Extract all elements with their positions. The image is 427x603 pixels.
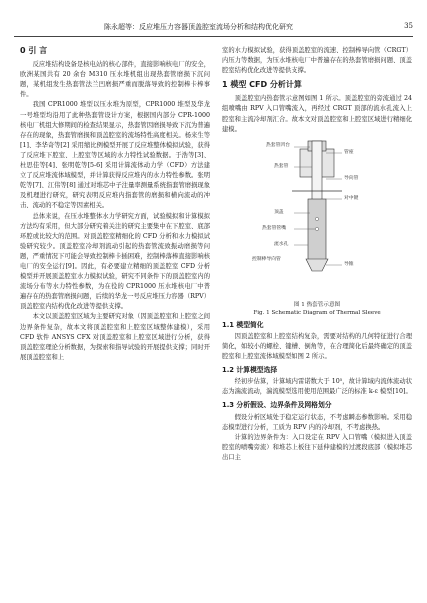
figure-caption-zh: 图 1 热套管示意图 bbox=[293, 301, 341, 308]
label-hot-sleeve-upper: 热套管凹台 bbox=[266, 142, 290, 148]
left-column bbox=[20, 46, 210, 363]
page-header bbox=[14, 22, 413, 36]
header-rule bbox=[14, 36, 413, 37]
label-guide-funnel: 导锥 bbox=[344, 261, 354, 267]
paragraph: 我国 CPR1000 堆型以压水堆为原型，CPR1000 堆型及华龙一号堆型均沿用了此种热套管设计方案，根据国内部分 CPR-1000 核电厂机组大修期间的检查结果显示，热套管因磨损导致下沉为普遍存在的现象，热套管磨损和顶盖腔室的流场特性高度相关。杨来生等[1]、李华奇等[2] 采用缩比例模型开展了反应堆整体模拟试验，获得了反应堆下腔室、上腔室等区域的水力特性试验数据。于浩等[3]、杜思佳等[4]、张明乾等[5-6] 采用计算流体动力学（CFD）方法建立了反应堆流体域模型，并计算获得反应堆内的水力特性参数。张明乾等[7]、江伟等[8] 通过对堆芯中子注量率测量系统指套管磨损现象及机理进行研究，研究表明反应堆内指套管的磨损和横向流动的冲击、流动的不稳定等因素相关。 bbox=[20, 101, 210, 210]
paragraph: 本文以顶盖腔室区域为主要研究对象（因顶盖腔室和上腔室之间边界条件复杂，故本文将顶盖腔室和上腔室区域整体建模），采用 CFD 软件 ANSYS CFX 对顶盖腔室和上腔室区域进行分析，获得顶盖腔室理论分析数据，为探索和指导试验的开展提供支撑；同时开展顶盖腔室和上 bbox=[20, 313, 210, 361]
label-pipe-seat: 管座 bbox=[344, 149, 354, 155]
label-sleeve-nose: 热套管管嘴 bbox=[262, 225, 286, 231]
paragraph: 经初步估算，计算域内雷诺数大于 10⁵，故计算域内流体流动状态为湍流流动，湍流模型选用使用范围最广泛的标准 k-ε 模型[10]。 bbox=[222, 378, 412, 396]
page-number: 35 bbox=[404, 22, 413, 30]
subsection-heading: 1.1 模型简化 bbox=[222, 320, 264, 329]
paragraph: 顶盖腔室内热套管示意图如图 1 所示。顶盖腔室的旁流通过 24 组喷嘴由 RPV 入口管嘴流入，再经过 CRGT 顶部的流水孔流入上腔室和主流冷却剂汇合。故本文对顶盖腔室和上腔室区域进行精细化建模。 bbox=[222, 95, 412, 133]
label-sleeve: 热套管 bbox=[274, 163, 289, 169]
label-centering-pin: 对中键 bbox=[344, 195, 359, 201]
figure-thermal-sleeve bbox=[222, 139, 412, 299]
subsection-heading: 1.3 分析假设、边界条件及网格划分 bbox=[222, 401, 332, 410]
paragraph: 反应堆结构设备是核电站的核心部件，直接影响核电厂的安全，欧洲某国共有 20 余台 M310 压水堆机组出现热套管磨损下沉问题，某机组发生热套管法兰凹磨损严重而脱落导致的控制棒卡棒事件。 bbox=[20, 61, 210, 99]
running-title: 陈永超等：反应堆压力容器顶盖腔室流场分析和结构优化研究 bbox=[104, 23, 293, 31]
label-closure-head: 顶盖 bbox=[274, 209, 284, 215]
right-column bbox=[222, 46, 412, 463]
paragraph: 室的水力模拟试验，获得顶盖腔室的流速、控制棒导向管（CRGT）内压力等数据，为压水堆核电厂中普遍存在的热套管磨损问题、顶盖腔室结构优化改进等提供支撑。 bbox=[222, 47, 412, 75]
paragraph: 假设分析区域处于稳定运行状态，不考虑瞬态参数影响。采用稳态模型进行分析，工质为 RPV 内的冷却剂，不考虑换热。 bbox=[222, 413, 412, 431]
section-heading-introduction: 0 引 言 bbox=[20, 46, 48, 55]
paragraph: 计算的边界条件为：入口设定在 RPV 入口管嘴（模拟进入顶盖腔室的喷嘴旁流）和堆芯上板往下延伸建模的过渡段底部（模拟堆芯出口主 bbox=[222, 433, 412, 461]
label-flow-hole: 流水孔 bbox=[274, 241, 289, 247]
subsection-heading: 1.2 计算模型选择 bbox=[222, 366, 278, 375]
figure-caption-en: Fig. 1 Schematic Diagram of Thermal Sleeve bbox=[253, 309, 381, 316]
thermal-sleeve-diagram bbox=[222, 139, 412, 299]
paragraph: 因顶盖腔室和上腔室结构复杂，需要对结构的几何特征进行合理简化，如较小的螺栓、键槽、倒角等，在合理简化后最终确定的顶盖腔室和上腔室流体域模型如图 2 所示。 bbox=[222, 332, 412, 361]
paragraph: 总体来说，在压水堆整体水力学研究方面，试验模拟和计算模拟方法均有采用，但大部分研究着关注的研究主要集中在下腔室、底部环腔或比较大的范围。对顶盖腔室精细化的 CFD 分析和水力模拟试验研究较少。顶盖腔室冷却剂流动引起的热套管流致振动磨损等问题，严重情况下可能会导致控制棒卡插困难，控制棒落棒直接影响核电厂的安全运行[9]。因此，有必要建立精细的顶盖腔室 CFD 分析模型并开展顶盖腔室水力模拟试验，研究不同条件下的顶盖腔室内的流场分布等水力特性参数，为在役的 CPR1000 压水堆核电厂中普遍存在的热套管磨损问题，后续的华龙一号反应堆压力容器（RPV）顶盖腔室内结构优化改进等提供支撑。 bbox=[20, 212, 210, 311]
label-guide-tube: 导向管 bbox=[344, 175, 359, 181]
section-heading-cfd: 1 模型 CFD 分析计算 bbox=[222, 80, 302, 90]
label-crgt: 控制棒导向管 bbox=[252, 256, 281, 262]
